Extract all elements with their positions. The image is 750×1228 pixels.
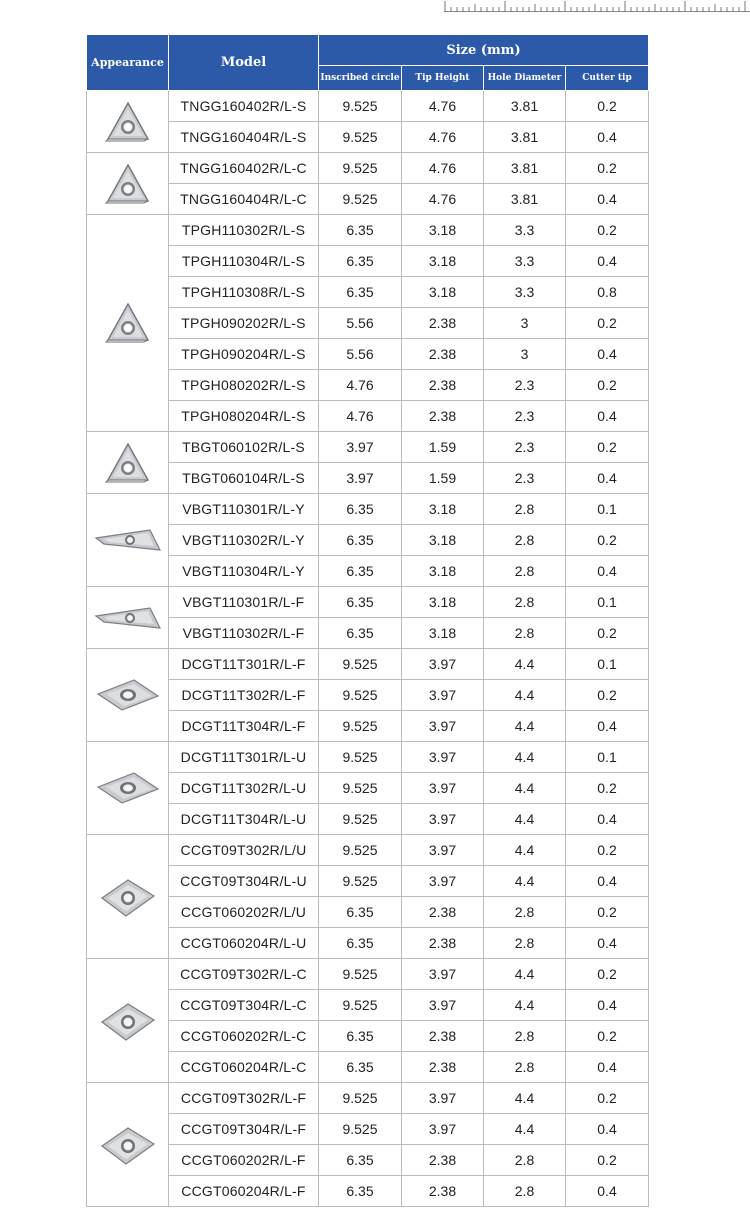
cutter-tip-cell: 0.1 xyxy=(566,494,649,525)
insert-image-triangle xyxy=(87,432,169,494)
table-row xyxy=(87,649,649,680)
model-cell: TBGT060102R/L-S xyxy=(169,432,319,463)
table-row xyxy=(87,897,649,928)
model-cell: CCGT060204R/L-F xyxy=(169,1176,319,1207)
cutter-tip-cell: 0.2 xyxy=(566,959,649,990)
model-cell: VBGT110304R/L-Y xyxy=(169,556,319,587)
table-row xyxy=(87,277,649,308)
model-cell: TPGH090204R/L-S xyxy=(169,339,319,370)
tip-height-cell: 3.97 xyxy=(402,804,484,835)
inscribed-circle-cell: 6.35 xyxy=(319,494,402,525)
tip-height-cell: 2.38 xyxy=(402,370,484,401)
inscribed-circle-cell: 3.97 xyxy=(319,463,402,494)
cutter-tip-cell: 0.2 xyxy=(566,618,649,649)
model-cell: VBGT110301R/L-Y xyxy=(169,494,319,525)
table-row xyxy=(87,680,649,711)
tip-height-cell: 4.76 xyxy=(402,184,484,215)
table-row xyxy=(87,711,649,742)
tip-height-cell: 2.38 xyxy=(402,339,484,370)
hole-diameter-cell: 4.4 xyxy=(484,990,566,1021)
cutter-tip-cell: 0.2 xyxy=(566,773,649,804)
model-cell: CCGT060204R/L-U xyxy=(169,928,319,959)
cutter-tip-cell: 0.4 xyxy=(566,1176,649,1207)
model-cell: CCGT09T302R/L-C xyxy=(169,959,319,990)
inscribed-circle-header: Inscribed circle xyxy=(319,66,402,91)
tip-height-cell: 3.18 xyxy=(402,494,484,525)
model-cell: DCGT11T304R/L-F xyxy=(169,711,319,742)
inscribed-circle-cell: 9.525 xyxy=(319,835,402,866)
hole-diameter-cell: 2.8 xyxy=(484,587,566,618)
cutter-tip-cell: 0.4 xyxy=(566,184,649,215)
cutter-tip-cell: 0.4 xyxy=(566,928,649,959)
table-row xyxy=(87,432,649,463)
cutter-tip-cell: 0.4 xyxy=(566,990,649,1021)
table-row xyxy=(87,990,649,1021)
tip-height-cell: 1.59 xyxy=(402,463,484,494)
cutter-tip-cell: 0.1 xyxy=(566,742,649,773)
table-row xyxy=(87,804,649,835)
tip-height-header: Tip Height xyxy=(402,66,484,91)
table-row xyxy=(87,618,649,649)
hole-diameter-cell: 3.3 xyxy=(484,277,566,308)
hole-diameter-cell: 4.4 xyxy=(484,835,566,866)
model-cell: DCGT11T302R/L-U xyxy=(169,773,319,804)
table-row xyxy=(87,184,649,215)
table-row xyxy=(87,1114,649,1145)
inscribed-circle-cell: 6.35 xyxy=(319,1176,402,1207)
cutter-tip-cell: 0.2 xyxy=(566,835,649,866)
inscribed-circle-cell: 9.525 xyxy=(319,804,402,835)
table-row xyxy=(87,246,649,277)
tip-height-cell: 2.38 xyxy=(402,897,484,928)
insert-image-rhombus55 xyxy=(87,649,169,742)
tip-height-cell: 3.97 xyxy=(402,990,484,1021)
cutter-tip-cell: 0.2 xyxy=(566,153,649,184)
table-row xyxy=(87,1176,649,1207)
model-cell: TNGG160404R/L-C xyxy=(169,184,319,215)
inscribed-circle-cell: 6.35 xyxy=(319,1021,402,1052)
inscribed-circle-cell: 6.35 xyxy=(319,897,402,928)
cutter-tip-cell: 0.4 xyxy=(566,804,649,835)
ruler-scale xyxy=(444,0,750,12)
inscribed-circle-cell: 6.35 xyxy=(319,277,402,308)
table-row xyxy=(87,866,649,897)
hole-diameter-cell: 2.8 xyxy=(484,618,566,649)
inscribed-circle-cell: 6.35 xyxy=(319,525,402,556)
hole-diameter-cell: 4.4 xyxy=(484,1114,566,1145)
tip-height-cell: 2.38 xyxy=(402,401,484,432)
cutter-tip-cell: 0.4 xyxy=(566,122,649,153)
tip-height-cell: 3.97 xyxy=(402,649,484,680)
inscribed-circle-cell: 6.35 xyxy=(319,618,402,649)
hole-diameter-cell: 2.3 xyxy=(484,432,566,463)
table-row xyxy=(87,773,649,804)
inscribed-circle-cell: 9.525 xyxy=(319,959,402,990)
hole-diameter-cell: 3.81 xyxy=(484,153,566,184)
size-header: Size (mm) xyxy=(319,35,649,66)
tip-height-cell: 3.97 xyxy=(402,680,484,711)
insert-image-rhombus80 xyxy=(87,835,169,959)
model-cell: TNGG160402R/L-C xyxy=(169,153,319,184)
model-cell: CCGT09T302R/L/U xyxy=(169,835,319,866)
table-row xyxy=(87,556,649,587)
hole-diameter-cell: 3 xyxy=(484,308,566,339)
inscribed-circle-cell: 6.35 xyxy=(319,246,402,277)
insert-image-triangle xyxy=(87,153,169,215)
model-cell: TBGT060104R/L-S xyxy=(169,463,319,494)
table-row xyxy=(87,835,649,866)
tip-height-cell: 3.97 xyxy=(402,711,484,742)
model-cell: CCGT060202R/L/U xyxy=(169,897,319,928)
table-row xyxy=(87,153,649,184)
cutter-tip-cell: 0.8 xyxy=(566,277,649,308)
model-cell: CCGT09T304R/L-U xyxy=(169,866,319,897)
tip-height-cell: 2.38 xyxy=(402,1145,484,1176)
model-cell: DCGT11T304R/L-U xyxy=(169,804,319,835)
hole-diameter-cell: 2.8 xyxy=(484,556,566,587)
cutter-tip-cell: 0.4 xyxy=(566,401,649,432)
hole-diameter-cell: 4.4 xyxy=(484,959,566,990)
hole-diameter-cell: 2.8 xyxy=(484,494,566,525)
cutter-tip-header: Cutter tip xyxy=(566,66,649,91)
inscribed-circle-cell: 9.525 xyxy=(319,773,402,804)
cutter-tip-cell: 0.4 xyxy=(566,246,649,277)
insert-image-rhombus55 xyxy=(87,742,169,835)
tip-height-cell: 3.18 xyxy=(402,277,484,308)
hole-diameter-cell: 4.4 xyxy=(484,1083,566,1114)
table-row xyxy=(87,91,649,122)
cutter-tip-cell: 0.2 xyxy=(566,680,649,711)
tip-height-cell: 2.38 xyxy=(402,928,484,959)
model-cell: DCGT11T301R/L-U xyxy=(169,742,319,773)
cutter-tip-cell: 0.4 xyxy=(566,463,649,494)
hole-diameter-cell: 4.4 xyxy=(484,773,566,804)
model-cell: DCGT11T302R/L-F xyxy=(169,680,319,711)
tip-height-cell: 1.59 xyxy=(402,432,484,463)
hole-diameter-header: Hole Diameter xyxy=(484,66,566,91)
cutter-tip-cell: 0.2 xyxy=(566,897,649,928)
inscribed-circle-cell: 9.525 xyxy=(319,680,402,711)
model-cell: TPGH110304R/L-S xyxy=(169,246,319,277)
hole-diameter-cell: 2.3 xyxy=(484,401,566,432)
model-cell: TPGH090202R/L-S xyxy=(169,308,319,339)
table-row xyxy=(87,742,649,773)
cutter-tip-cell: 0.2 xyxy=(566,1145,649,1176)
model-cell: TPGH110308R/L-S xyxy=(169,277,319,308)
tip-height-cell: 3.97 xyxy=(402,866,484,897)
model-cell: CCGT060204R/L-C xyxy=(169,1052,319,1083)
cutter-tip-cell: 0.1 xyxy=(566,587,649,618)
inscribed-circle-cell: 4.76 xyxy=(319,370,402,401)
hole-diameter-cell: 2.3 xyxy=(484,463,566,494)
model-header: Model xyxy=(169,35,319,91)
model-cell: VBGT110302R/L-F xyxy=(169,618,319,649)
hole-diameter-cell: 3.81 xyxy=(484,91,566,122)
model-cell: TPGH110302R/L-S xyxy=(169,215,319,246)
table-row xyxy=(87,928,649,959)
inscribed-circle-cell: 9.525 xyxy=(319,91,402,122)
table-header xyxy=(87,35,649,91)
insert-image-triangle xyxy=(87,215,169,432)
hole-diameter-cell: 2.8 xyxy=(484,897,566,928)
cutter-tip-cell: 0.2 xyxy=(566,1083,649,1114)
model-cell: CCGT09T304R/L-C xyxy=(169,990,319,1021)
tip-height-cell: 3.18 xyxy=(402,618,484,649)
hole-diameter-cell: 4.4 xyxy=(484,742,566,773)
inscribed-circle-cell: 6.35 xyxy=(319,587,402,618)
inscribed-circle-cell: 6.35 xyxy=(319,1052,402,1083)
hole-diameter-cell: 3.3 xyxy=(484,215,566,246)
cutter-tip-cell: 0.4 xyxy=(566,711,649,742)
insert-image-rhombus80 xyxy=(87,959,169,1083)
cutter-tip-cell: 0.2 xyxy=(566,91,649,122)
hole-diameter-cell: 4.4 xyxy=(484,804,566,835)
tip-height-cell: 4.76 xyxy=(402,91,484,122)
cutter-tip-cell: 0.4 xyxy=(566,556,649,587)
inscribed-circle-cell: 9.525 xyxy=(319,1083,402,1114)
table-body xyxy=(87,91,649,1207)
tip-height-cell: 3.97 xyxy=(402,773,484,804)
cutter-tip-cell: 0.4 xyxy=(566,339,649,370)
hole-diameter-cell: 4.4 xyxy=(484,711,566,742)
cutter-tip-cell: 0.2 xyxy=(566,308,649,339)
hole-diameter-cell: 2.8 xyxy=(484,525,566,556)
table-row xyxy=(87,525,649,556)
hole-diameter-cell: 4.4 xyxy=(484,649,566,680)
cutter-tip-cell: 0.4 xyxy=(566,866,649,897)
tip-height-cell: 3.18 xyxy=(402,215,484,246)
inscribed-circle-cell: 9.525 xyxy=(319,990,402,1021)
inscribed-circle-cell: 9.525 xyxy=(319,711,402,742)
hole-diameter-cell: 3.81 xyxy=(484,122,566,153)
hole-diameter-cell: 3 xyxy=(484,339,566,370)
model-cell: VBGT110302R/L-Y xyxy=(169,525,319,556)
cutter-tip-cell: 0.2 xyxy=(566,432,649,463)
tip-height-cell: 3.97 xyxy=(402,1114,484,1145)
cutter-tip-cell: 0.2 xyxy=(566,370,649,401)
inscribed-circle-cell: 5.56 xyxy=(319,308,402,339)
tip-height-cell: 3.18 xyxy=(402,587,484,618)
inscribed-circle-cell: 9.525 xyxy=(319,184,402,215)
table-row xyxy=(87,494,649,525)
hole-diameter-cell: 2.8 xyxy=(484,1145,566,1176)
model-cell: TPGH080204R/L-S xyxy=(169,401,319,432)
inscribed-circle-cell: 6.35 xyxy=(319,928,402,959)
appearance-header: Appearance xyxy=(87,35,169,91)
table-row xyxy=(87,587,649,618)
inscribed-circle-cell: 9.525 xyxy=(319,1114,402,1145)
tip-height-cell: 3.18 xyxy=(402,525,484,556)
inscribed-circle-cell: 9.525 xyxy=(319,153,402,184)
table-row xyxy=(87,463,649,494)
inscribed-circle-cell: 9.525 xyxy=(319,649,402,680)
cutter-tip-cell: 0.4 xyxy=(566,1052,649,1083)
hole-diameter-cell: 2.8 xyxy=(484,928,566,959)
tip-height-cell: 2.38 xyxy=(402,1021,484,1052)
tip-height-cell: 3.97 xyxy=(402,1083,484,1114)
cutter-tip-cell: 0.2 xyxy=(566,1021,649,1052)
hole-diameter-cell: 2.3 xyxy=(484,370,566,401)
tip-height-cell: 3.97 xyxy=(402,959,484,990)
table-row xyxy=(87,215,649,246)
insert-image-triangle xyxy=(87,91,169,153)
tip-height-cell: 2.38 xyxy=(402,308,484,339)
model-cell: CCGT060202R/L-C xyxy=(169,1021,319,1052)
tip-height-cell: 4.76 xyxy=(402,153,484,184)
inscribed-circle-cell: 6.35 xyxy=(319,1145,402,1176)
model-cell: CCGT09T304R/L-F xyxy=(169,1114,319,1145)
model-cell: DCGT11T301R/L-F xyxy=(169,649,319,680)
hole-diameter-cell: 3.81 xyxy=(484,184,566,215)
cutter-tip-cell: 0.2 xyxy=(566,215,649,246)
model-cell: CCGT060202R/L-F xyxy=(169,1145,319,1176)
cutter-tip-cell: 0.4 xyxy=(566,1114,649,1145)
tip-height-cell: 3.97 xyxy=(402,835,484,866)
table-row xyxy=(87,370,649,401)
tip-height-cell: 3.18 xyxy=(402,556,484,587)
table-row xyxy=(87,959,649,990)
model-cell: TNGG160404R/L-S xyxy=(169,122,319,153)
hole-diameter-cell: 3.3 xyxy=(484,246,566,277)
inscribed-circle-cell: 9.525 xyxy=(319,122,402,153)
hole-diameter-cell: 2.8 xyxy=(484,1052,566,1083)
tip-height-cell: 2.38 xyxy=(402,1052,484,1083)
table-row xyxy=(87,122,649,153)
hole-diameter-cell: 4.4 xyxy=(484,680,566,711)
model-cell: TNGG160402R/L-S xyxy=(169,91,319,122)
table-row xyxy=(87,1145,649,1176)
tip-height-cell: 3.97 xyxy=(402,742,484,773)
inscribed-circle-cell: 6.35 xyxy=(319,556,402,587)
inscribed-circle-cell: 5.56 xyxy=(319,339,402,370)
inscribed-circle-cell: 3.97 xyxy=(319,432,402,463)
tip-height-cell: 3.18 xyxy=(402,246,484,277)
inscribed-circle-cell: 9.525 xyxy=(319,742,402,773)
table-row xyxy=(87,1052,649,1083)
table-row xyxy=(87,308,649,339)
model-cell: TPGH080202R/L-S xyxy=(169,370,319,401)
inscribed-circle-cell: 6.35 xyxy=(319,215,402,246)
cutter-tip-cell: 0.2 xyxy=(566,525,649,556)
hole-diameter-cell: 4.4 xyxy=(484,866,566,897)
insert-spec-table xyxy=(86,34,649,1207)
tip-height-cell: 2.38 xyxy=(402,1176,484,1207)
model-cell: VBGT110301R/L-F xyxy=(169,587,319,618)
hole-diameter-cell: 2.8 xyxy=(484,1021,566,1052)
insert-image-rhombus80 xyxy=(87,1083,169,1207)
tip-height-cell: 4.76 xyxy=(402,122,484,153)
inscribed-circle-cell: 9.525 xyxy=(319,866,402,897)
inscribed-circle-cell: 4.76 xyxy=(319,401,402,432)
table-row xyxy=(87,401,649,432)
table-row xyxy=(87,1021,649,1052)
cutter-tip-cell: 0.1 xyxy=(566,649,649,680)
model-cell: CCGT09T302R/L-F xyxy=(169,1083,319,1114)
table-row xyxy=(87,339,649,370)
insert-image-rhombus35 xyxy=(87,587,169,649)
hole-diameter-cell: 2.8 xyxy=(484,1176,566,1207)
table-row xyxy=(87,1083,649,1114)
insert-image-rhombus35 xyxy=(87,494,169,587)
